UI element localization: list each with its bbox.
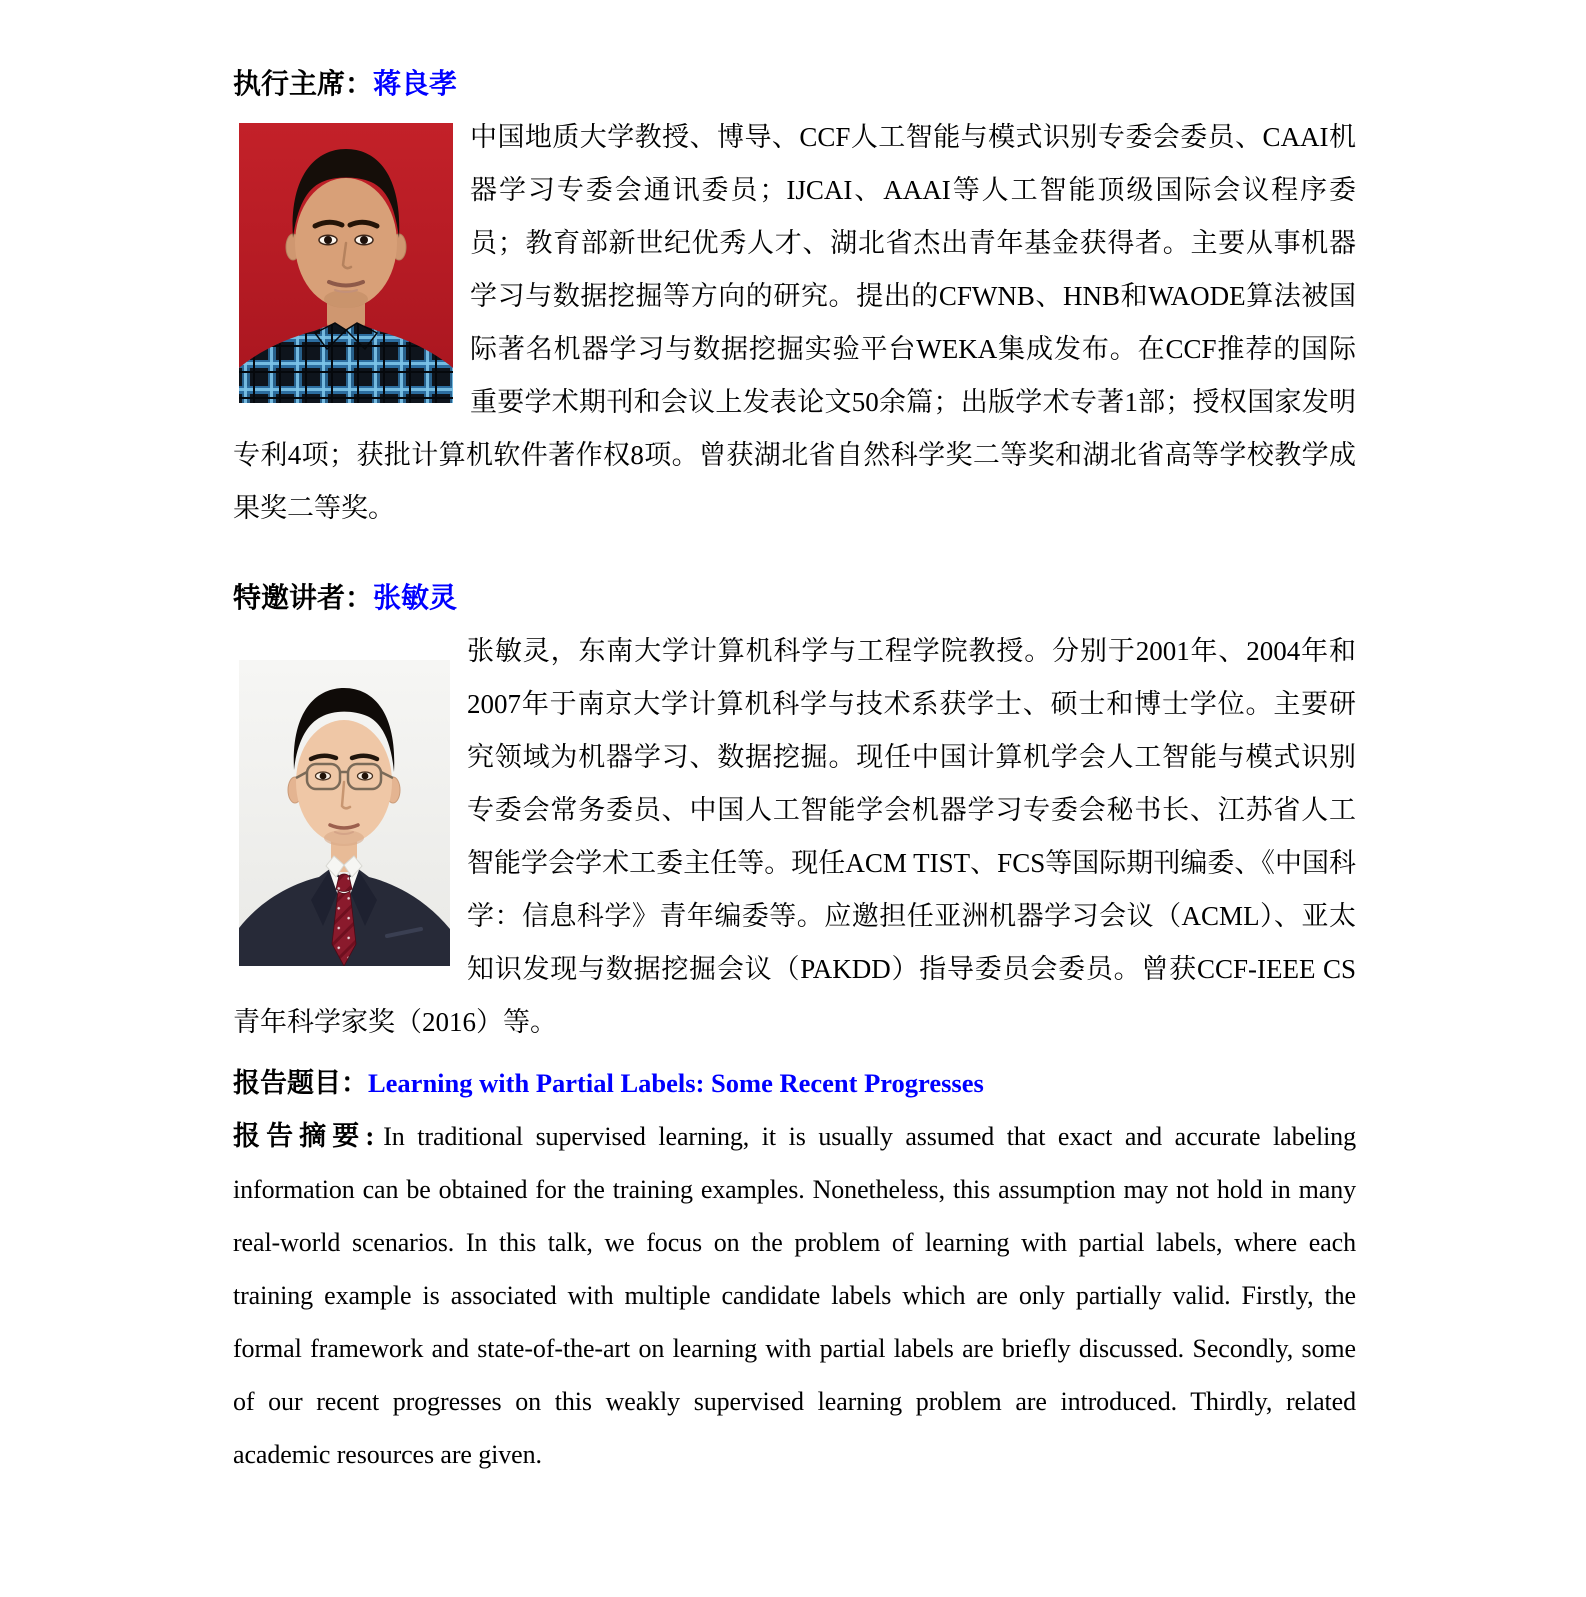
- portrait-photo-jiang-liangxiao: [239, 123, 453, 403]
- speaker-name-link-jiang[interactable]: 蒋良孝: [373, 69, 458, 100]
- executive-chair-label: 执行主席：: [233, 69, 374, 100]
- talk-title-line: [233, 1057, 1356, 1110]
- bio-text-jiang: 中国地质大学教授、博导、CCF人工智能与模式识别专委会委员、CAAI机器学习专委会通讯委员；IJCAI、AAAI等人工智能顶级国际会议程序委员；教育部新世纪优秀人才、湖北省杰出青年基金获得者。主要从事机器学习与数据挖掘等方向的研究。提出的CFWNB、HNB和WAODE算法被国际著名机器学习与数据挖掘实验平台WEKA集成发布。在CCF推荐的国际重要学术期刊和会议上发表论文50余篇；出版学术专著1部；授权国家发明专利4项；获批计算机软件著作权8项。曾获湖北省自然科学奖二等奖和湖北省高等学校教学成果奖二等奖。: [233, 122, 1356, 523]
- speaker-name-link-zhang[interactable]: 张敏灵: [373, 583, 458, 614]
- executive-chair-section: [233, 58, 1356, 535]
- invited-speaker-bio: [233, 625, 1356, 1049]
- portrait-photo-zhang-minling: [239, 660, 450, 966]
- abstract-text: In traditional supervised learning, it is usually assumed that exact and accurate labeling information can be obtained for the training examples. Nonetheless, this assumption may not hold in many real-world scenarios. In this talk, we focus on the problem of learning with partial labels, where each training example is associated with multiple candidate labels which are only partially valid. Firstly, the formal framework and state-of-the-art on learning with partial labels are briefly discussed. Secondly, some of our recent progresses on this weakly supervised learning problem are introduced. Thirdly, related academic resources are given.: [233, 1122, 1356, 1469]
- bio-text-zhang: 张敏灵，东南大学计算机科学与工程学院教授。分别于2001年、2004年和2007年于南京大学计算机科学与技术系获学士、硕士和博士学位。主要研究领域为机器学习、数据挖掘。现任中国计算机学会人工智能与模式识别专委会常务委员、中国人工智能学会机器学习专委会秘书长、江苏省人工智能学会学术工委主任等。现任ACM TIST、FCS等国际期刊编委、《中国科学：信息科学》青年编委等。应邀担任亚洲机器学习会议（ACML）、亚太知识发现与数据挖掘会议（PAKDD）指导委员会委员。曾获CCF-IEEE CS青年科学家奖（2016）等。: [233, 636, 1356, 1037]
- invited-speaker-heading: [233, 572, 1356, 625]
- executive-chair-heading: [233, 58, 1356, 111]
- executive-chair-bio: [233, 111, 1356, 535]
- abstract-label: 报告摘要:: [233, 1121, 375, 1151]
- talk-title-label: 报告题目：: [233, 1068, 368, 1098]
- invited-speaker-section: [233, 572, 1356, 1049]
- talk-abstract: [233, 1110, 1356, 1481]
- invited-speaker-label: 特邀讲者：: [233, 583, 374, 614]
- talk-title-link[interactable]: Learning with Partial Labels: Some Recent Progresses: [368, 1068, 984, 1098]
